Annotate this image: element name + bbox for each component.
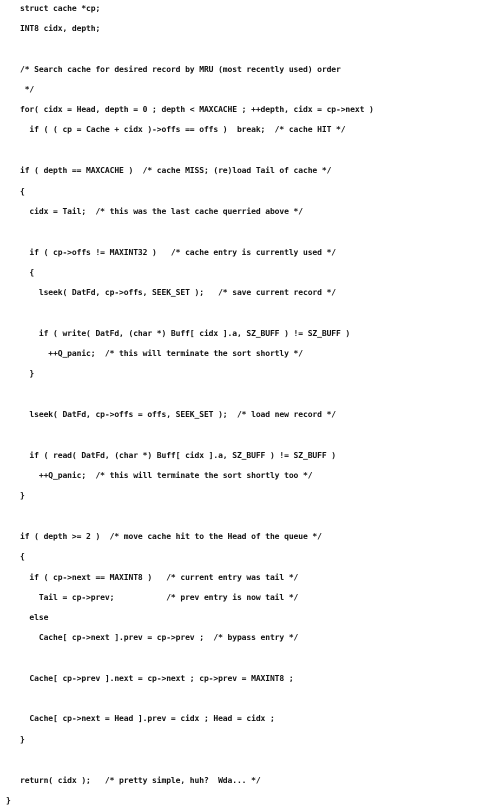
code-line: INT8 cidx, depth; [20,24,101,33]
code-line: struct cache *cp; [20,4,101,13]
code-line: /* Search cache for desired record by MRU (most recently used) order [20,65,341,74]
code-line: Cache[ cp->next ].prev = cp->prev ; /* bypass entry */ [20,633,299,642]
code-line: if ( cp->offs != MAXINT32 ) /* cache entry is currently used */ [20,248,336,257]
code-line: } [20,369,35,378]
code-line: } [20,491,25,500]
code-line: { [20,552,25,561]
code-line: Cache[ cp->prev ].next = cp->next ; cp->prev = MAXINT8 ; [20,674,294,683]
code-line: ++Q_panic; /* this will terminate the sort shortly */ [20,349,303,358]
code-line: } [6,796,11,805]
code-line: lseek( DatFd, cp->offs = offs, SEEK_SET ); /* load new record */ [20,410,336,419]
code-line: if ( write( DatFd, (char *) Buff[ cidx ].a, SZ_BUFF ) != SZ_BUFF ) [20,329,351,338]
code-line: */ [20,85,35,94]
code-line: if ( ( cp = Cache + cidx )->offs == offs ) break; /* cache HIT */ [20,125,346,134]
code-line: return( cidx ); /* pretty simple, huh? Wda... */ [20,776,261,785]
code-line: for( cidx = Head, depth = 0 ; depth < MAXCACHE ; ++depth, cidx = cp->next ) [20,105,374,114]
code-line: if ( cp->next == MAXINT8 ) /* current entry was tail */ [20,573,299,582]
code-line: ++Q_panic; /* this will terminate the sort shortly too */ [20,471,313,480]
code-line: Tail = cp->prev; /* prev entry is now tail */ [20,593,299,602]
code-line: if ( read( DatFd, (char *) Buff[ cidx ].a, SZ_BUFF ) != SZ_BUFF ) [20,451,336,460]
code-line: { [20,268,35,277]
code-line: if ( depth == MAXCACHE ) /* cache MISS; (re)load Tail of cache */ [20,166,332,175]
code-line: else [20,613,49,622]
code-line: { [20,187,25,196]
code-line: if ( depth >= 2 ) /* move cache hit to the Head of the queue */ [20,532,322,541]
code-line: Cache[ cp->next = Head ].prev = cidx ; Head = cidx ; [20,714,275,723]
code-line: cidx = Tail; /* this was the last cache querried above */ [20,207,303,216]
code-line: lseek( DatFd, cp->offs, SEEK_SET ); /* save current record */ [20,288,336,297]
code-line: } [20,735,25,744]
